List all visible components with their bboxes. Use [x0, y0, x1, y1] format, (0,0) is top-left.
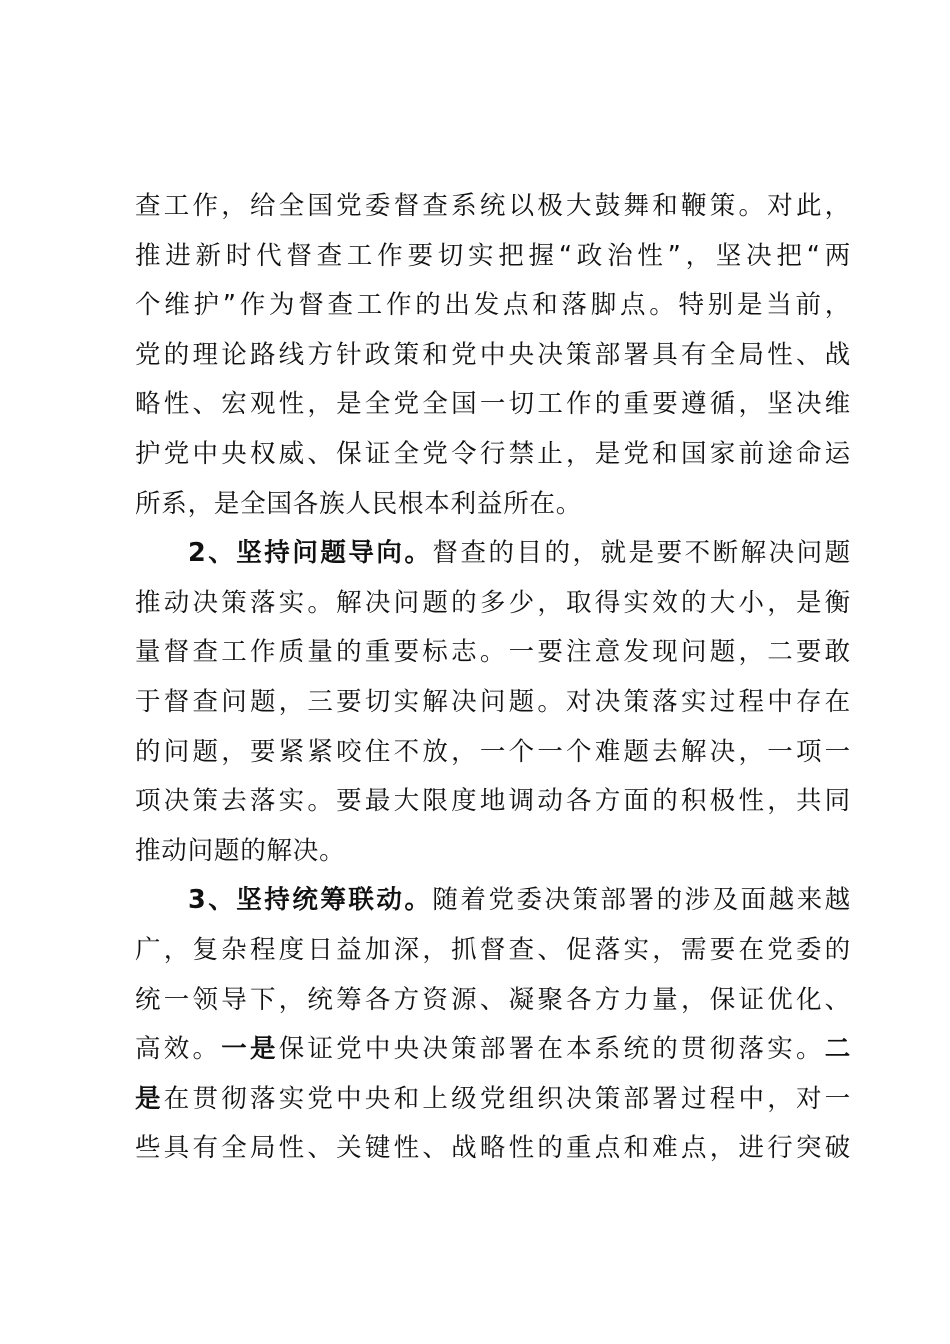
text-run: 推动问题的解决。 [135, 835, 346, 866]
text-line [135, 1025, 851, 1075]
bold-text: 2、坚持问题导向。 [188, 538, 433, 569]
bold-text: 二 [824, 1034, 852, 1065]
paragraph [135, 182, 851, 529]
text-line [135, 380, 851, 430]
text-line [135, 628, 851, 678]
bold-text: 3、坚持统筹联动。 [188, 885, 433, 916]
paragraph [135, 876, 851, 1174]
text-run: 所系，是全国各族人民根本利益所在。 [135, 488, 583, 519]
text-line [135, 876, 851, 926]
text-run: 在贯彻落实党中央和上级党组织决策部署过程中，对一 [163, 1083, 851, 1114]
text-line [135, 182, 851, 232]
text-line [135, 480, 851, 530]
text-line [135, 331, 851, 381]
text-line [135, 579, 851, 629]
text-line [135, 281, 851, 331]
text-run: 推动决策落实。解决问题的多少，取得实效的大小，是衡 [135, 587, 851, 618]
text-run: 查工作，给全国党委督查系统以极大鼓舞和鞭策。对此， [135, 191, 851, 221]
text-line [135, 232, 851, 282]
text-line [135, 529, 851, 579]
text-run: 于督查问题，三要切实解决问题。对决策落实过程中存在 [135, 686, 851, 717]
text-run: 广，复杂程度日益加深，抓督查、促落实，需要在党委的 [135, 934, 851, 965]
text-run: 护党中央权威、保证全党令行禁止，是党和国家前途命运 [135, 438, 851, 469]
text-line [135, 430, 851, 480]
text-run: 随着党委决策部署的涉及面越来越 [432, 885, 851, 916]
text-run: 统一领导下，统筹各方资源、凝聚各方力量，保证优化、 [135, 984, 851, 1015]
text-line [135, 728, 851, 778]
text-line [135, 678, 851, 728]
bold-text: 一是 [221, 1034, 279, 1065]
text-run: 量督查工作质量的重要标志。一要注意发现问题，二要敢 [135, 637, 851, 668]
text-run: 项决策去落实。要最大限度地调动各方面的积极性，共同 [135, 786, 851, 817]
text-line [135, 777, 851, 827]
paragraph [135, 529, 851, 876]
text-run: 保证党中央决策部署在本系统的贯彻落实。 [278, 1034, 825, 1065]
text-run: 些具有全局性、关键性、战略性的重点和难点，进行突破 [135, 1133, 851, 1164]
text-line [135, 926, 851, 976]
text-run: 个维护”作为督查工作的出发点和落脚点。特别是当前， [135, 290, 851, 321]
text-line [135, 1124, 851, 1174]
text-line [135, 827, 851, 877]
bold-text: 是 [135, 1083, 164, 1114]
text-line [135, 976, 851, 1026]
text-line [135, 1075, 851, 1125]
text-run: 督查的目的，就是要不断解决问题 [432, 538, 851, 569]
document-body [135, 182, 851, 1174]
text-run: 的问题，要紧紧咬住不放，一个一个难题去解决，一项一 [135, 736, 851, 767]
text-run: 略性、宏观性，是全党全国一切工作的重要遵循，坚决维 [135, 389, 851, 420]
text-run: 高效。 [135, 1034, 222, 1065]
text-run: 推进新时代督查工作要切实把握“政治性”，坚决把“两 [135, 240, 851, 271]
text-run: 党的理论路线方针政策和党中央决策部署具有全局性、战 [135, 339, 851, 370]
